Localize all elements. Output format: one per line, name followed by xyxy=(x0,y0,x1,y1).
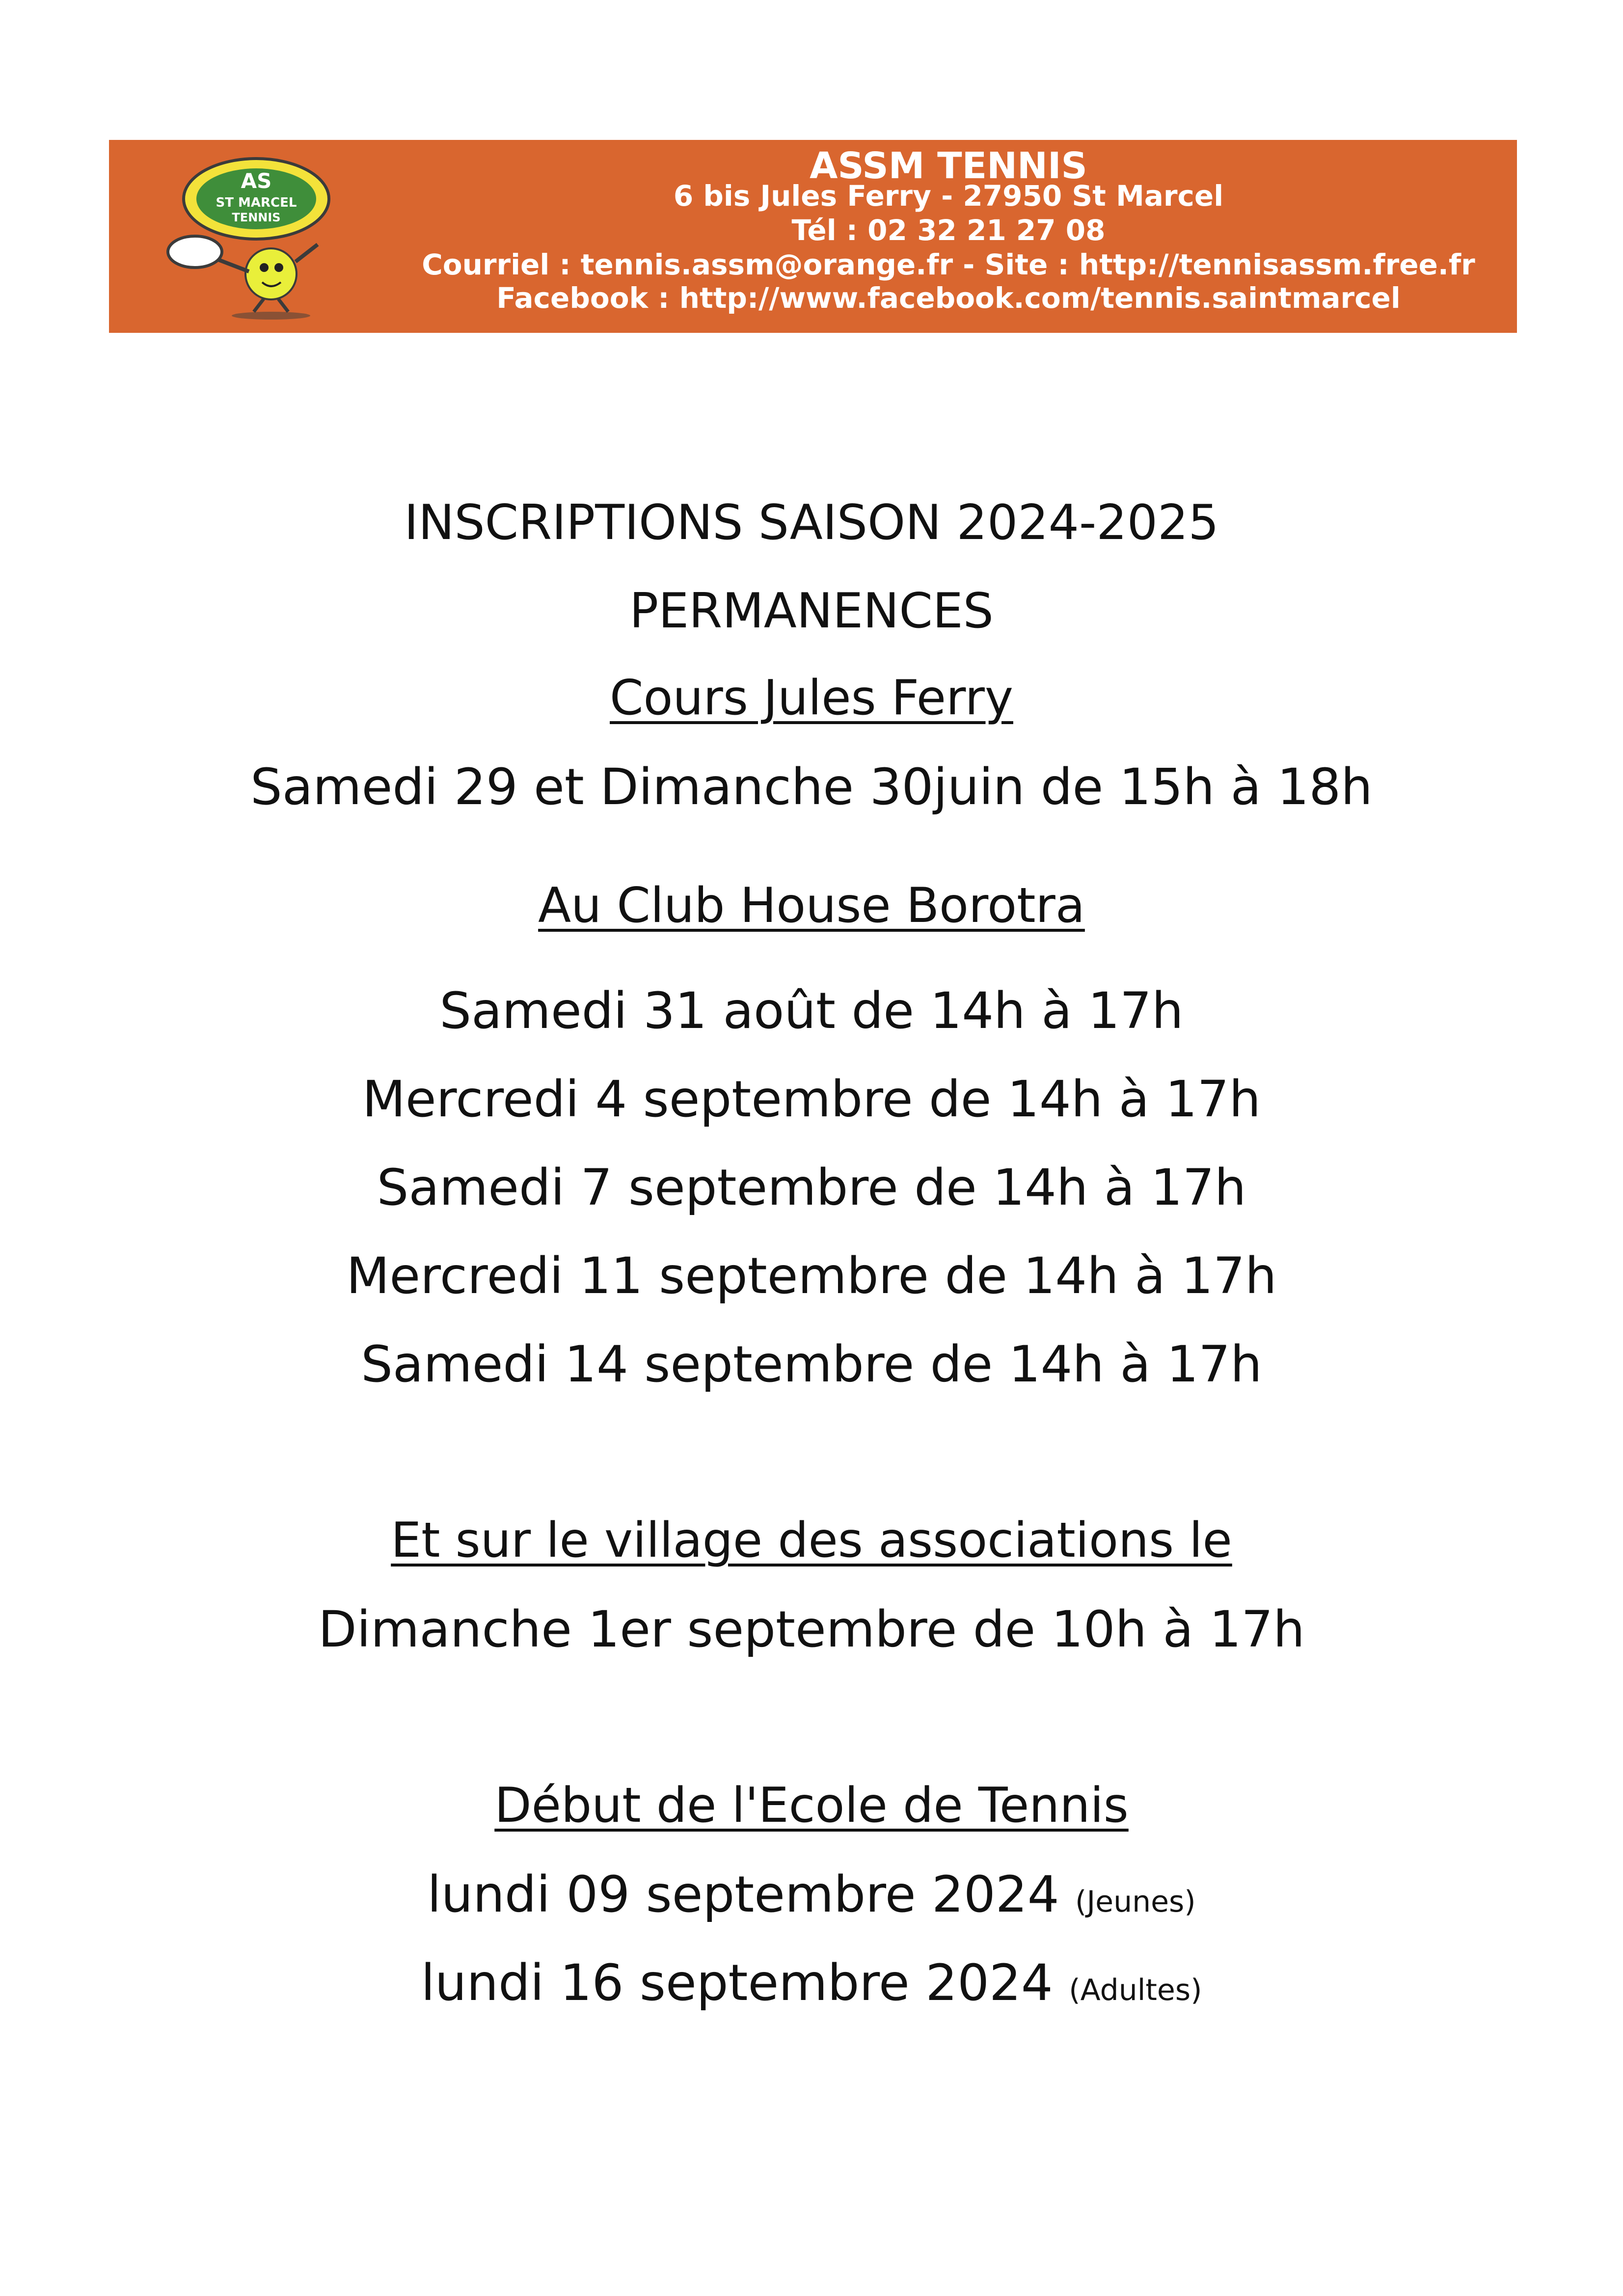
borotra-date: Samedi 31 août de 14h à 17h xyxy=(439,982,1184,1040)
logo-sport-text: TENNIS xyxy=(232,211,281,224)
logo-as-text: AS xyxy=(241,169,272,193)
club-phone: Tél : 02 32 21 27 08 xyxy=(791,214,1106,247)
club-name: ASSM TENNIS xyxy=(810,145,1087,187)
ecole-start-jeunes xyxy=(0,1864,1623,1932)
village-date: Dimanche 1er septembre de 10h à 17h xyxy=(318,1600,1305,1659)
club-email-site: Courriel : tennis.assm@orange.fr - Site : http://tennisassm.free.fr xyxy=(422,248,1475,281)
borotra-date: Samedi 7 septembre de 14h à 17h xyxy=(377,1159,1246,1217)
section-title-ecole xyxy=(0,1776,1623,1835)
header-contact-block xyxy=(384,140,1513,333)
borotra-date: Mercredi 4 septembre de 14h à 17h xyxy=(362,1070,1261,1129)
club-logo-icon xyxy=(148,154,354,321)
ecole-start-date: lundi 16 septembre 2024 xyxy=(421,1954,1053,2012)
club-facebook: Facebook : http://www.facebook.com/tennis.saintmarcel xyxy=(496,281,1401,315)
jules-ferry-title-text: Cours Jules Ferry xyxy=(610,670,1013,726)
ecole-start-note: (Adultes) xyxy=(1069,1973,1202,2007)
ecole-title-text: Début de l'Ecole de Tennis xyxy=(494,1778,1129,1834)
jules-ferry-date: Samedi 29 et Dimanche 30juin de 15h à 18h xyxy=(250,758,1373,816)
section-title-village xyxy=(0,1511,1623,1570)
ecole-start-adultes xyxy=(0,1953,1623,2021)
permanences-heading: PERMANENCES xyxy=(629,583,994,639)
borotra-title-text: Au Club House Borotra xyxy=(538,878,1085,934)
logo-club-text: ST MARCEL xyxy=(216,195,297,210)
borotra-date: Samedi 14 septembre de 14h à 17h xyxy=(361,1335,1262,1394)
page-title: INSCRIPTIONS SAISON 2024-2025 xyxy=(404,495,1219,551)
club-address: 6 bis Jules Ferry - 27950 St Marcel xyxy=(673,179,1224,213)
borotra-date: Mercredi 11 septembre de 14h à 17h xyxy=(346,1247,1277,1305)
ecole-start-date: lundi 09 septembre 2024 xyxy=(427,1865,1059,1924)
header-banner xyxy=(109,140,1517,333)
ecole-start-note: (Jeunes) xyxy=(1075,1885,1196,1919)
section-title-jules-ferry xyxy=(0,669,1623,728)
village-title-text: Et sur le village des associations le xyxy=(391,1513,1232,1568)
section-title-borotra xyxy=(0,876,1623,935)
